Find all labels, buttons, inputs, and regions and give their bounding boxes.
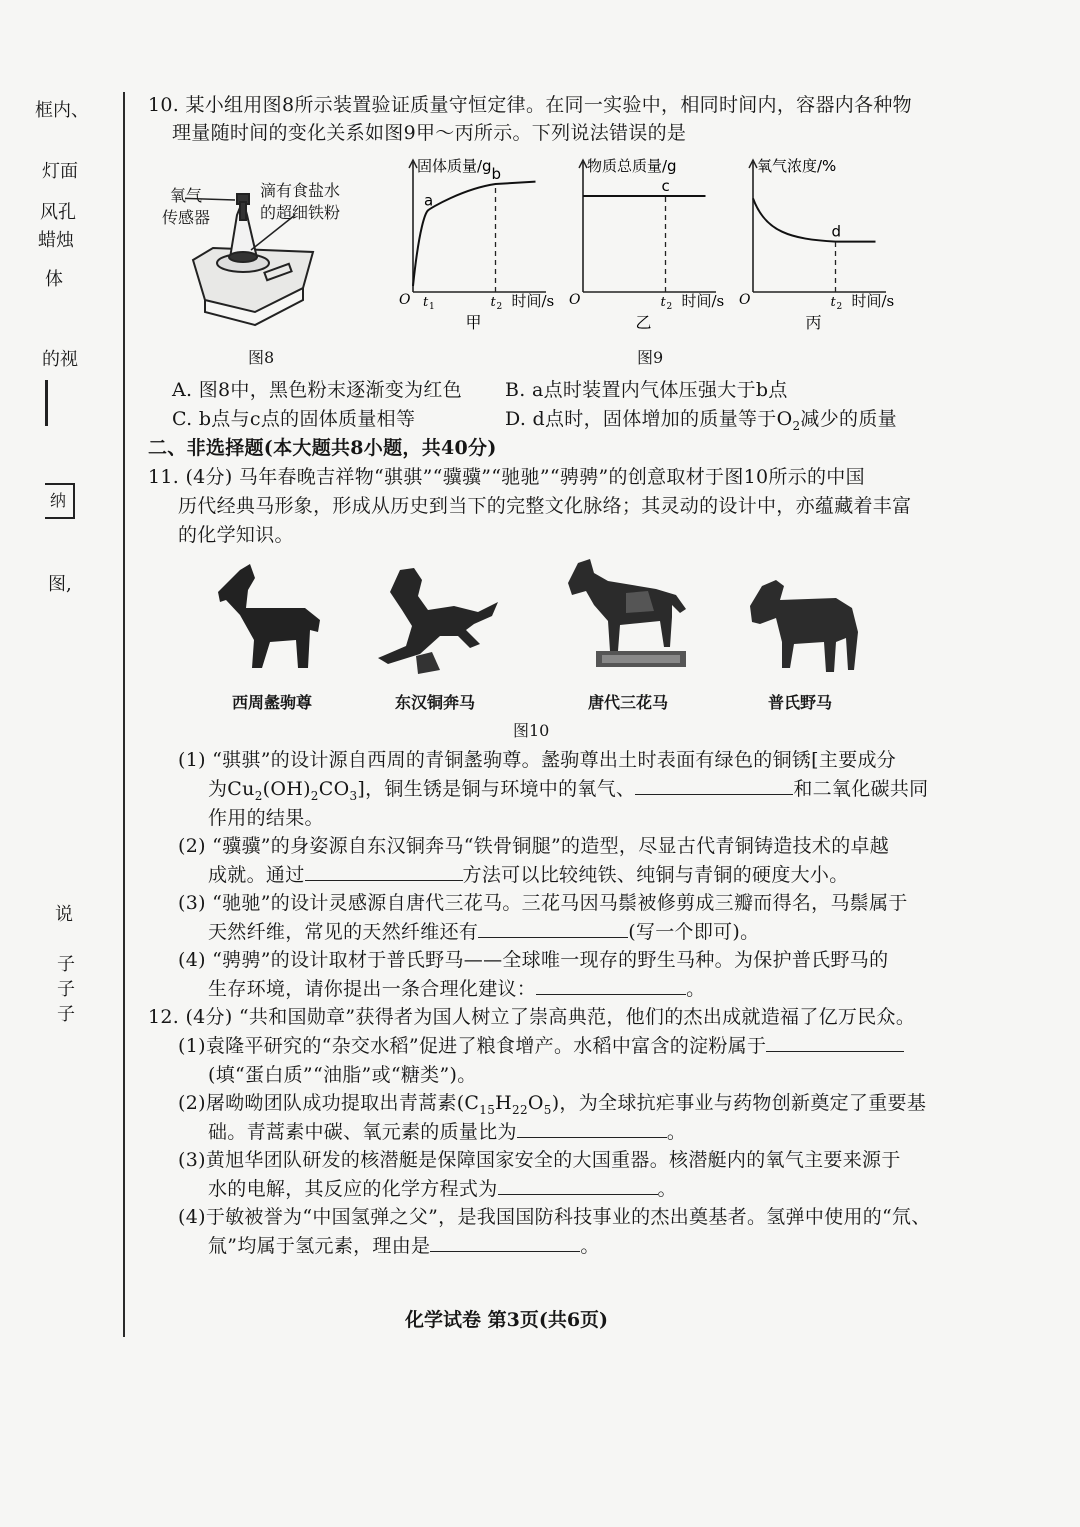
tick-label: t xyxy=(490,295,496,310)
q12-p4-line1: (4)于敏被誉为“中国氢弹之父”，是我国国防科技事业的杰出奠基者。氢弹中使用的“氘、 xyxy=(178,1206,931,1228)
horse-caption-1: 西周盠驹尊 xyxy=(232,693,313,712)
q10-option-b: B. a点时装置内气体压强大于b点 xyxy=(505,379,788,401)
q10-option-c: C. b点与c点的固体质量相等 xyxy=(172,408,416,430)
q10-option-a: A. 图8中，黑色粉末逐渐变为红色 xyxy=(172,379,462,401)
q11-p1-text: CO xyxy=(318,778,350,800)
q10-stem-line1: 10. 某小组用图8所示装置验证质量守恒定律。在同一实验中，相同时间内，容器内各种物 xyxy=(148,94,912,116)
q12-p3-line2 xyxy=(208,1174,677,1201)
horse-image-donghan xyxy=(370,562,505,682)
formula-subscript: 15 xyxy=(479,1102,496,1117)
fig9-charts xyxy=(395,155,915,335)
horse-image-przewalski xyxy=(740,572,865,682)
q12-p2-line2 xyxy=(208,1117,686,1144)
panel-title: 丙 xyxy=(805,313,822,332)
q11-p4-text: 生存环境，请你提出一条合理化建议： xyxy=(208,978,537,1000)
fig8-caption: 图8 xyxy=(248,348,275,367)
x-axis-label: 时间/s xyxy=(851,292,895,310)
series-line xyxy=(753,198,876,241)
q11-stem-line1: 11. (4分) 马年春晚吉祥物“骐骐”“骥骥”“驰驰”“骋骋”的创意取材于图10所示的中国 xyxy=(148,466,865,488)
origin-label: O xyxy=(739,292,751,308)
formula-subscript: 5 xyxy=(543,1102,552,1117)
q11-p4-text: 。 xyxy=(686,978,706,1000)
origin-label: O xyxy=(569,292,581,308)
y-axis-label: 氧气浓度/% xyxy=(757,157,837,175)
horse-image-xizhou xyxy=(210,560,330,680)
q11-p1-text: 为Cu xyxy=(208,778,255,800)
point-label: c xyxy=(661,177,670,195)
q12-p2-text: H xyxy=(495,1092,513,1114)
formula-subscript: 2 xyxy=(254,788,263,803)
q12-p4-text: 氚”均属于氢元素，理由是 xyxy=(208,1235,431,1257)
panel-title: 甲 xyxy=(465,313,482,332)
tick-label-sub: 2 xyxy=(836,302,843,312)
tick-label: t xyxy=(660,295,666,310)
binding-line xyxy=(123,92,125,1337)
y-axis-label: 物质总质量/g xyxy=(587,157,677,175)
horse-image-tang xyxy=(560,555,700,680)
q10-option-d-post: 减少的质量 xyxy=(800,408,897,430)
answer-blank-q11-4[interactable] xyxy=(536,976,686,995)
q12-p3-text: 水的电解，其反应的化学方程式为 xyxy=(208,1178,498,1200)
tick-label-sub: 1 xyxy=(429,302,435,312)
formula-subscript: 2 xyxy=(310,788,319,803)
margin-fragment: 框内、 xyxy=(35,100,89,121)
q12-p1-text: (1)袁隆平研究的“杂交水稻”促进了粮食增产。水稻中富含的淀粉属于 xyxy=(178,1035,767,1057)
q10-option-d-sub: 2 xyxy=(792,418,801,433)
tick-label-sub: 2 xyxy=(666,302,673,312)
answer-blank-q12-3[interactable] xyxy=(498,1176,658,1195)
q12-p2-text: 础。青蒿素中碳、氧元素的质量比为 xyxy=(208,1121,517,1143)
q11-p1-line2 xyxy=(208,774,928,803)
margin-fragment: 的视 xyxy=(42,349,78,370)
q11-p3-text: 天然纤维，常见的天然纤维还有 xyxy=(208,921,479,943)
margin-bracket xyxy=(45,380,48,426)
panel-title: 乙 xyxy=(635,313,652,332)
horse-caption-4: 普氏野马 xyxy=(768,693,833,712)
answer-blank-q12-1[interactable] xyxy=(766,1033,904,1052)
q12-p2-text: )，为全球抗疟事业与药物创新奠定了重要基 xyxy=(551,1092,927,1114)
horse-caption-3: 唐代三花马 xyxy=(588,693,669,712)
answer-blank-q11-3[interactable] xyxy=(478,919,628,938)
margin-fragment: 子 xyxy=(57,954,75,975)
tick-label: t xyxy=(423,295,429,310)
point-label: b xyxy=(491,165,502,183)
q11-p2-line2 xyxy=(208,860,849,887)
q11-p4-line1: (4) “骋骋”的设计取材于普氏野马——全球唯一现存的野生马种。为保护普氏野马的 xyxy=(178,949,889,971)
margin-fragment: 说 xyxy=(55,904,73,925)
point-label: d xyxy=(831,222,842,241)
q12-p1-line1 xyxy=(178,1031,904,1058)
q11-p4-line2 xyxy=(208,974,705,1001)
margin-fragment: 子 xyxy=(57,1004,75,1025)
horse-caption-2: 东汉铜奔马 xyxy=(395,693,476,712)
q10-stem-line2: 理量随时间的变化关系如图9甲～丙所示。下列说法错误的是 xyxy=(172,122,687,144)
origin-label: O xyxy=(399,292,411,308)
q11-p3-text: (写一个即可)。 xyxy=(628,921,760,943)
fig8-label-iron1: 滴有食盐水 xyxy=(260,181,341,200)
formula-subscript: 3 xyxy=(349,788,358,803)
q11-p2-text: 成就。通过 xyxy=(208,864,305,886)
q11-p1-line1: (1) “骐骐”的设计源自西周的青铜盠驹尊。盠驹尊出土时表面有绿色的铜锈[主要成分 xyxy=(178,749,897,771)
margin-fragment: 风孔 xyxy=(40,202,76,223)
q10-option-d xyxy=(505,404,897,433)
q12-p1-line2: (填“蛋白质”“油脂”或“糖类”)。 xyxy=(208,1064,477,1086)
q11-p3-line2 xyxy=(208,917,759,944)
margin-fragment: 子 xyxy=(57,979,75,1000)
y-axis-label: 固体质量/g xyxy=(417,157,492,175)
section2-heading: 二、非选择题(本大题共8小题，共40分) xyxy=(148,437,497,459)
q12-p4-line2 xyxy=(208,1231,600,1258)
q11-p1-text: (OH) xyxy=(262,778,311,800)
formula-subscript: 22 xyxy=(512,1102,528,1117)
q11-p2-line1: (2) “骥骥”的身姿源自东汉铜奔马“铁骨铜腿”的造型，尽显古代青铜铸造技术的卓越 xyxy=(178,835,890,857)
answer-blank-q11-2[interactable] xyxy=(305,862,463,881)
q12-p2-line1 xyxy=(178,1088,926,1117)
q11-p1-text: ]，铜生锈是铜与环境中的氧气、 xyxy=(357,778,636,800)
fig9-caption: 图9 xyxy=(637,348,664,367)
margin-fragment: 灯面 xyxy=(42,161,78,182)
q12-p3-line1: (3)黄旭华团队研发的核潜艇是保障国家安全的大国重器。核潜艇内的氧气主要来源于 xyxy=(178,1149,901,1171)
answer-blank-q12-4[interactable] xyxy=(430,1233,580,1252)
q12-p2-text: 。 xyxy=(666,1121,687,1143)
margin-fragment: 纳 xyxy=(50,491,67,510)
q12-p2-text: O xyxy=(527,1092,544,1114)
q10-option-d-pre: D. d点时，固体增加的质量等于O xyxy=(505,408,793,430)
fig10-caption: 图10 xyxy=(513,721,550,740)
answer-blank-q12-2[interactable] xyxy=(517,1119,667,1138)
q12-stem: 12. (4分) “共和国勋章”获得者为国人树立了崇高典范，他们的杰出成就造福了亿万民众。 xyxy=(148,1006,916,1028)
q12-p2-text: (2)屠呦呦团队成功提取出青蒿素(C xyxy=(178,1092,480,1114)
answer-blank-q11-1[interactable] xyxy=(635,776,793,795)
q11-p2-text: 方法可以比较纯铁、纯铜与青铜的硬度大小。 xyxy=(462,864,849,886)
q11-p1-line3: 作用的结果。 xyxy=(208,807,324,829)
q12-p4-text: 。 xyxy=(580,1235,600,1257)
fig8-label-sensor: 传感器 xyxy=(162,208,211,227)
margin-fragment: 图, xyxy=(48,574,72,595)
tick-label: t xyxy=(830,295,836,310)
tick-label-sub: 2 xyxy=(496,302,503,312)
q11-stem-line2: 历代经典马形象，形成从历史到当下的完整文化脉络；其灵动的设计中，亦蕴藏着丰富 xyxy=(178,495,912,517)
fig8-label-o2: 氧气 xyxy=(170,186,203,205)
margin-fragment: 体 xyxy=(45,269,63,290)
point-label: a xyxy=(424,191,434,210)
q11-stem-line3: 的化学知识。 xyxy=(178,524,294,546)
q11-p1-text: 和二氧化碳共同 xyxy=(793,778,929,800)
fig8-label-iron2: 的超细铁粉 xyxy=(260,203,341,222)
x-axis-label: 时间/s xyxy=(511,292,555,310)
q12-p3-text: 。 xyxy=(657,1178,677,1200)
page-footer: 化学试卷 第3页(共6页) xyxy=(405,1309,609,1331)
margin-fragment: 蜡烛 xyxy=(38,230,74,251)
q11-p3-line1: (3) “驰驰”的设计灵感源自唐代三花马。三花马因马鬃被修剪成三瓣而得名，马鬃属于 xyxy=(178,892,908,914)
x-axis-label: 时间/s xyxy=(681,292,725,310)
